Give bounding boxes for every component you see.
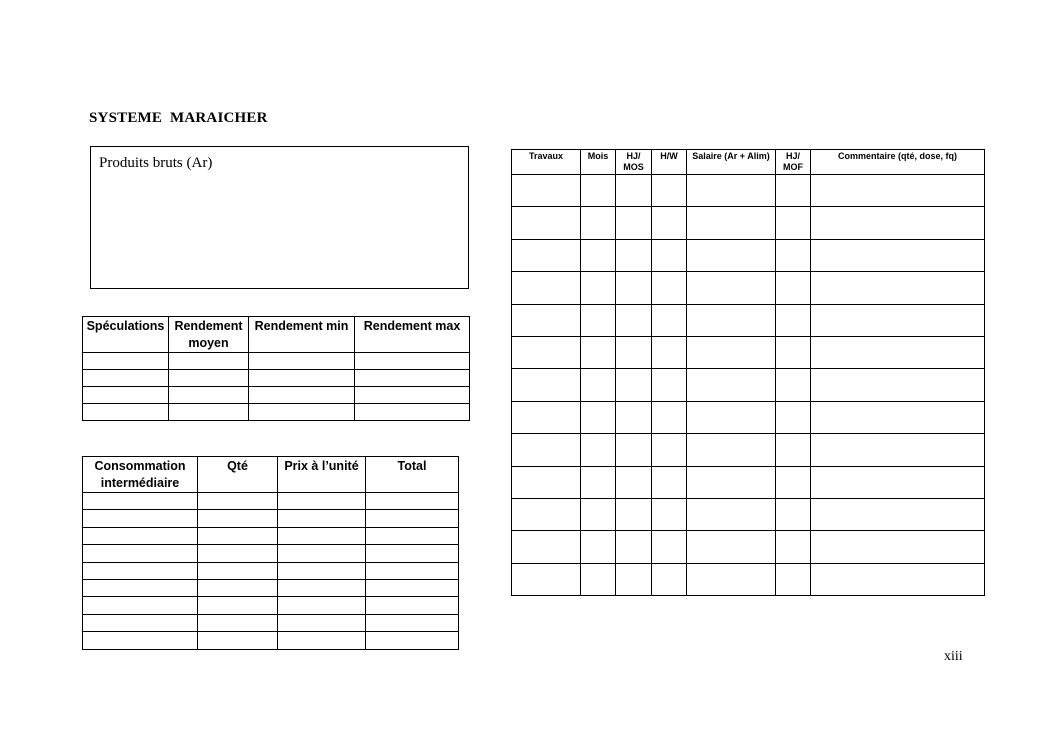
table-cell (652, 466, 687, 498)
table-cell (652, 272, 687, 304)
table-cell (512, 175, 581, 207)
table-row (512, 401, 985, 433)
header-hj-mos: HJ/ MOS (616, 150, 652, 175)
header-qte: Qté (198, 457, 278, 493)
table-cell (512, 498, 581, 530)
table-cell (83, 510, 198, 527)
table-cell (512, 272, 581, 304)
table-cell (811, 239, 985, 271)
table-row (512, 336, 985, 368)
table-cell (581, 369, 616, 401)
table-cell (811, 466, 985, 498)
table-cell (512, 563, 581, 595)
table-cell (581, 272, 616, 304)
table-cell (83, 579, 198, 596)
table-header-row (83, 457, 459, 493)
table-cell (616, 434, 652, 466)
table-cell (366, 493, 459, 510)
table-cell (198, 510, 278, 527)
speculations-body (83, 353, 470, 421)
table-cell (616, 498, 652, 530)
table-cell (169, 387, 249, 404)
table-cell (687, 498, 776, 530)
table-header-row (83, 317, 470, 353)
table-cell (512, 401, 581, 433)
table-cell (83, 562, 198, 579)
table-cell (616, 531, 652, 563)
table-row (512, 175, 985, 207)
table-cell (687, 369, 776, 401)
table-cell (366, 579, 459, 596)
header-total: Total (366, 457, 459, 493)
table-cell (811, 369, 985, 401)
table-cell (776, 466, 811, 498)
table-cell (366, 614, 459, 631)
table-row (83, 614, 459, 631)
header-rendement-max: Rendement max (355, 317, 470, 353)
table-cell (83, 387, 169, 404)
table-cell (776, 239, 811, 271)
table-cell (776, 563, 811, 595)
table-cell (652, 369, 687, 401)
table-cell (512, 304, 581, 336)
table-row (512, 466, 985, 498)
table-cell (278, 527, 366, 544)
table-cell (776, 175, 811, 207)
table-cell (278, 510, 366, 527)
table-row (83, 579, 459, 596)
table-cell (581, 304, 616, 336)
table-row (83, 597, 459, 614)
table-cell (278, 614, 366, 631)
header-hj-mof: HJ/ MOF (776, 150, 811, 175)
page-number: xiii (944, 649, 963, 664)
table-row (83, 545, 459, 562)
table-row (83, 562, 459, 579)
table-cell (776, 531, 811, 563)
table-cell (249, 387, 355, 404)
header-rendement-min: Rendement min (249, 317, 355, 353)
table-cell (687, 175, 776, 207)
table-cell (366, 545, 459, 562)
table-cell (198, 545, 278, 562)
table-cell (687, 466, 776, 498)
table-cell (811, 401, 985, 433)
table-cell (776, 207, 811, 239)
table-cell (83, 370, 169, 387)
header-prix-unite: Prix à l’unité (278, 457, 366, 493)
table-cell (278, 545, 366, 562)
header-salaire: Salaire (Ar + Alim) (687, 150, 776, 175)
table-cell (652, 207, 687, 239)
table-cell (355, 353, 470, 370)
table-cell (616, 239, 652, 271)
header-speculations: Spéculations (83, 317, 169, 353)
table-cell (616, 272, 652, 304)
table-cell (616, 563, 652, 595)
table-cell (278, 597, 366, 614)
table-cell (581, 207, 616, 239)
table-cell (616, 466, 652, 498)
table-cell (512, 531, 581, 563)
table-cell (198, 597, 278, 614)
table-cell (811, 175, 985, 207)
table-cell (83, 527, 198, 544)
table-cell (278, 579, 366, 596)
table-cell (581, 531, 616, 563)
table-cell (83, 493, 198, 510)
table-cell (512, 336, 581, 368)
table-cell (83, 353, 169, 370)
table-cell (278, 493, 366, 510)
table-row (83, 632, 459, 649)
table-cell (355, 404, 470, 421)
consommation-table (82, 456, 459, 650)
table-cell (652, 401, 687, 433)
table-cell (616, 401, 652, 433)
table-header-row (512, 150, 985, 175)
table-cell (512, 369, 581, 401)
page-title: SYSTEME MARAICHER (89, 110, 268, 126)
table-cell (652, 336, 687, 368)
table-cell (776, 498, 811, 530)
table-cell (278, 632, 366, 649)
table-cell (811, 304, 985, 336)
table-cell (581, 466, 616, 498)
table-cell (776, 369, 811, 401)
table-cell (652, 531, 687, 563)
table-cell (198, 632, 278, 649)
table-row (83, 353, 470, 370)
table-cell (581, 175, 616, 207)
table-cell (776, 304, 811, 336)
table-cell (652, 498, 687, 530)
table-row (512, 434, 985, 466)
table-cell (249, 370, 355, 387)
consommation-body (83, 493, 459, 650)
table-row (512, 304, 985, 336)
table-row (512, 272, 985, 304)
table-cell (581, 336, 616, 368)
table-cell (687, 304, 776, 336)
table-cell (169, 404, 249, 421)
table-row (512, 531, 985, 563)
table-row (83, 387, 470, 404)
table-cell (278, 562, 366, 579)
table-cell (355, 370, 470, 387)
table-row (512, 498, 985, 530)
table-row (512, 369, 985, 401)
table-cell (581, 401, 616, 433)
table-cell (198, 527, 278, 544)
table-cell (581, 563, 616, 595)
table-cell (811, 336, 985, 368)
table-cell (616, 304, 652, 336)
header-travaux: Travaux (512, 150, 581, 175)
table-cell (652, 563, 687, 595)
table-cell (811, 563, 985, 595)
table-cell (811, 272, 985, 304)
table-cell (169, 353, 249, 370)
table-cell (776, 336, 811, 368)
table-row (83, 527, 459, 544)
header-consommation: Consommation intermédiaire (83, 457, 198, 493)
table-cell (83, 545, 198, 562)
travaux-table (511, 149, 985, 596)
table-row (512, 563, 985, 595)
table-row (512, 207, 985, 239)
table-cell (687, 401, 776, 433)
table-row (83, 404, 470, 421)
table-cell (355, 387, 470, 404)
table-row (512, 239, 985, 271)
table-cell (581, 498, 616, 530)
travaux-body (512, 175, 985, 596)
header-commentaire: Commentaire (qté, dose, fq) (811, 150, 985, 175)
table-cell (616, 336, 652, 368)
table-cell (616, 175, 652, 207)
table-cell (776, 434, 811, 466)
table-cell (687, 207, 776, 239)
table-cell (811, 207, 985, 239)
table-cell (83, 614, 198, 631)
table-cell (616, 207, 652, 239)
table-cell (83, 404, 169, 421)
produits-bruts-box (90, 146, 469, 289)
table-cell (512, 434, 581, 466)
table-cell (687, 239, 776, 271)
header-rendement-moyen: Rendement moyen (169, 317, 249, 353)
table-cell (687, 272, 776, 304)
table-cell (249, 404, 355, 421)
table-row (83, 370, 470, 387)
table-cell (687, 434, 776, 466)
table-cell (198, 614, 278, 631)
table-cell (652, 175, 687, 207)
table-cell (83, 632, 198, 649)
table-cell (512, 466, 581, 498)
table-cell (811, 498, 985, 530)
table-cell (512, 239, 581, 271)
table-cell (652, 304, 687, 336)
table-cell (366, 632, 459, 649)
table-cell (652, 239, 687, 271)
table-cell (198, 493, 278, 510)
table-cell (198, 562, 278, 579)
table-cell (198, 579, 278, 596)
table-cell (366, 597, 459, 614)
table-cell (169, 370, 249, 387)
table-cell (366, 527, 459, 544)
header-mois: Mois (581, 150, 616, 175)
produits-bruts-label: Produits bruts (Ar) (99, 155, 213, 171)
table-cell (366, 510, 459, 527)
table-cell (776, 272, 811, 304)
table-cell (687, 531, 776, 563)
table-cell (776, 401, 811, 433)
table-row (83, 493, 459, 510)
table-cell (811, 531, 985, 563)
table-row (83, 510, 459, 527)
table-cell (652, 434, 687, 466)
table-cell (512, 207, 581, 239)
table-cell (616, 369, 652, 401)
table-cell (249, 353, 355, 370)
table-cell (581, 239, 616, 271)
table-cell (687, 563, 776, 595)
table-cell (366, 562, 459, 579)
table-cell (581, 434, 616, 466)
header-h-w: H/W (652, 150, 687, 175)
speculations-table (82, 316, 470, 421)
table-cell (811, 434, 985, 466)
table-cell (687, 336, 776, 368)
table-cell (83, 597, 198, 614)
